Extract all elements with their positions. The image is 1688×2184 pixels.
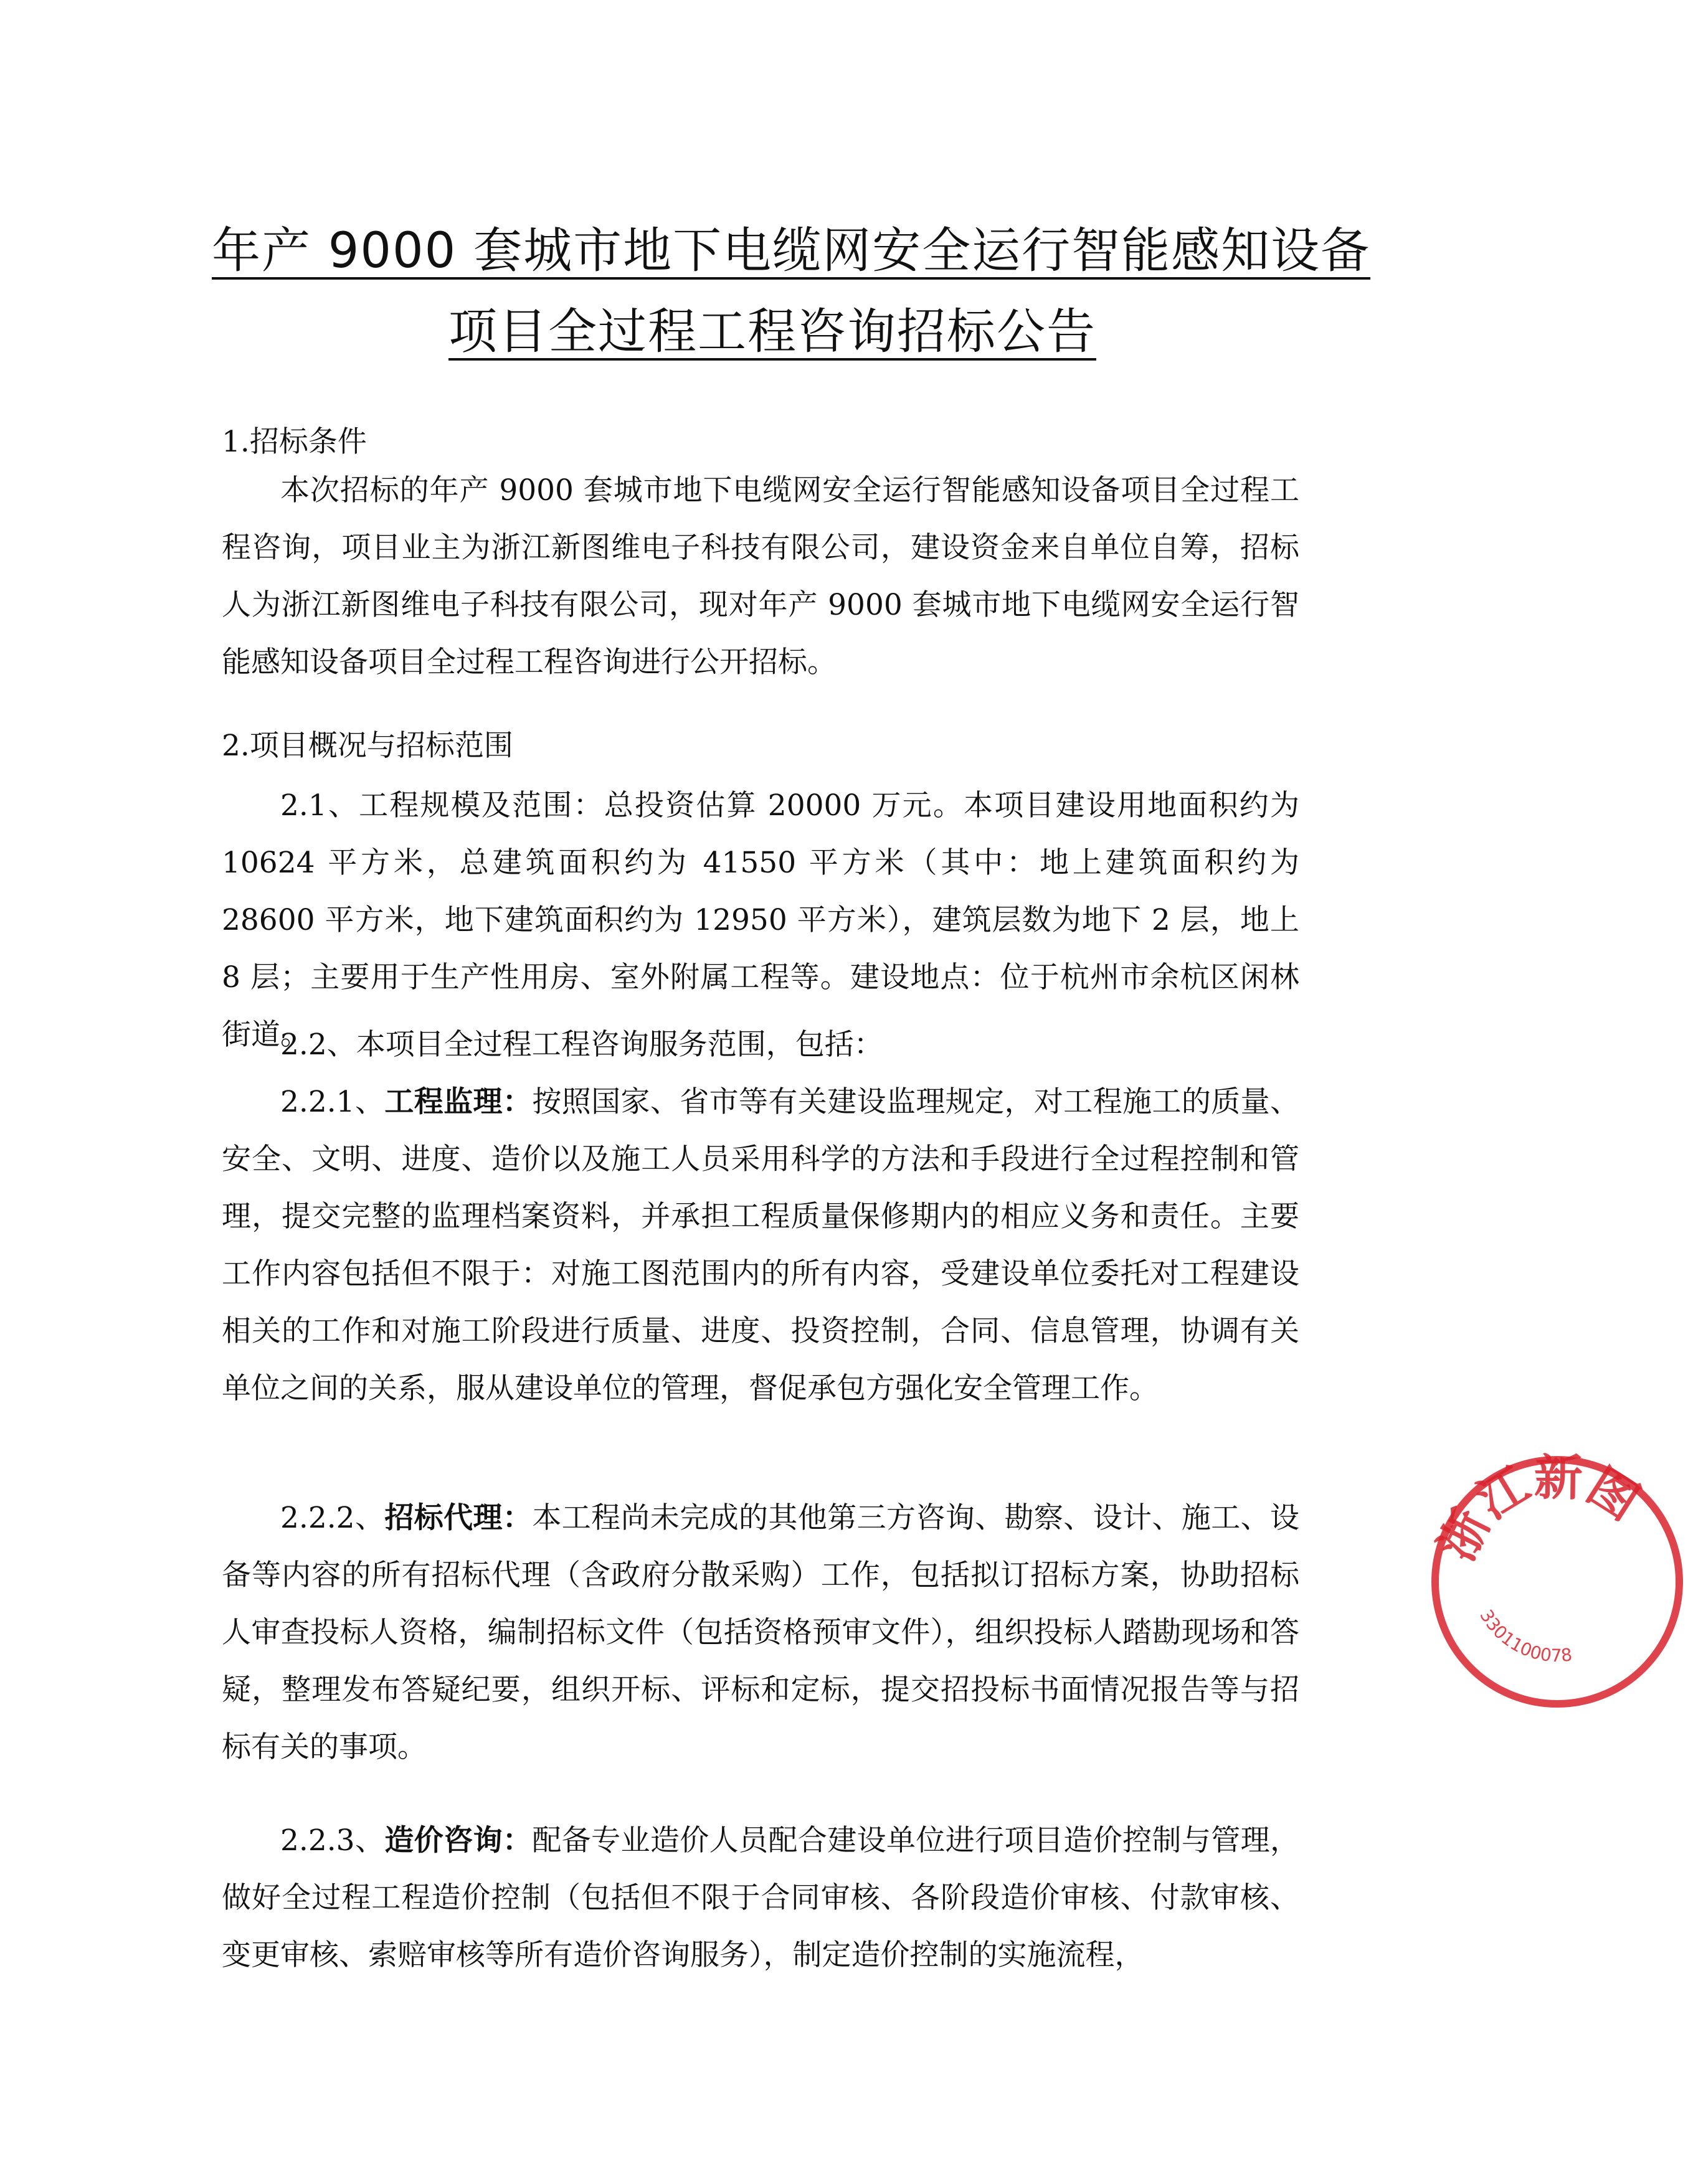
section-2-2-2-label: 招标代理： [384, 1501, 533, 1535]
section-2-2-2-paragraph [222, 1490, 1299, 1776]
document-title-line-1: 年产 9000 套城市地下电缆网安全运行智能感知设备 [212, 223, 1371, 279]
section-1-paragraph: 本次招标的年产 9000 套城市地下电缆网安全运行智能感知设备项目全过程工程咨询，项目业主为浙江新图维电子科技有限公司，建设资金来自单位自筹，招标人为浙江新图维电子科技有限公司，现对年产 9000 套城市地下电缆网安全运行智能感知设备项目全过程工程咨询进行公开招标。 [222, 473, 1299, 679]
section-2-2-2-text: 本工程尚未完成的其他第三方咨询、勘察、设计、施工、设备等内容的所有招标代理（含政府分散采购）工作，包括拟订招标方案，协助招标人审查投标人资格，编制招标文件（包括资格预审文件），组织投标人踏勘现场和答疑，整理发布答疑纪要，组织开标、评标和定标，提交招投标书面情况报告等与招标有关的事项。 [222, 1501, 1300, 1764]
seal-code-text: 3301100078 [1476, 1605, 1573, 1666]
section-2-heading: 2.项目概况与招标范围 [222, 729, 513, 763]
section-2-1-paragraph: 2.1、工程规模及范围：总投资估算 20000 万元。本项目建设用地面积约为 10624 平方米，总建筑面积约为 41550 平方米（其中：地上建筑面积约为 28600 平方米，地下建筑面积约为 12950 平方米），建筑层数为地下 2 层，地上 8 层；主要用于生产性用房、室外附属工程等。建设地点：位于杭州市余杭区闲林街道。 [222, 788, 1299, 1052]
section-1-heading: 1.招标条件 [222, 425, 367, 459]
company-seal-stamp [1426, 1451, 1688, 1713]
seal-name-text: 浙江新图 [1429, 1451, 1649, 1570]
document-title-line-2: 项目全过程工程咨询招标公告 [448, 304, 1096, 360]
section-2-2-3-label: 造价咨询： [384, 1823, 533, 1858]
section-2-2-paragraph: 2.2、本项目全过程工程咨询服务范围，包括： [280, 1028, 883, 1062]
section-2-2-1-number: 2.2.1、 [280, 1085, 385, 1119]
section-2-2-3-text: 配备专业造价人员配合建设单位进行项目造价控制与管理，做好全过程工程造价控制（包括但不限于合同审核、各阶段造价审核、付款审核、变更审核、索赔审核等所有造价咨询服务），制定造价控制的实施流程， [222, 1823, 1300, 1972]
section-2-2-1-paragraph [222, 1074, 1299, 1417]
section-2-2-3-paragraph [222, 1812, 1299, 1984]
section-2-2-1-text: 按照国家、省市等有关建设监理规定，对工程施工的质量、安全、文明、进度、造价以及施工人员采用科学的方法和手段进行全过程控制和管理，提交完整的监理档案资料，并承担工程质量保修期内的相应义务和责任。主要工作内容包括但不限于：对施工图范围内的所有内容，受建设单位委托对工程建设相关的工作和对施工阶段进行质量、进度、投资控制，合同、信息管理，协调有关单位之间的关系，服从建设单位的管理，督促承包方强化安全管理工作。 [222, 1085, 1300, 1406]
section-2-2-1-label: 工程监理： [384, 1085, 533, 1119]
section-2-2-2-number: 2.2.2、 [280, 1501, 385, 1535]
section-2-2-3-number: 2.2.3、 [280, 1823, 385, 1858]
